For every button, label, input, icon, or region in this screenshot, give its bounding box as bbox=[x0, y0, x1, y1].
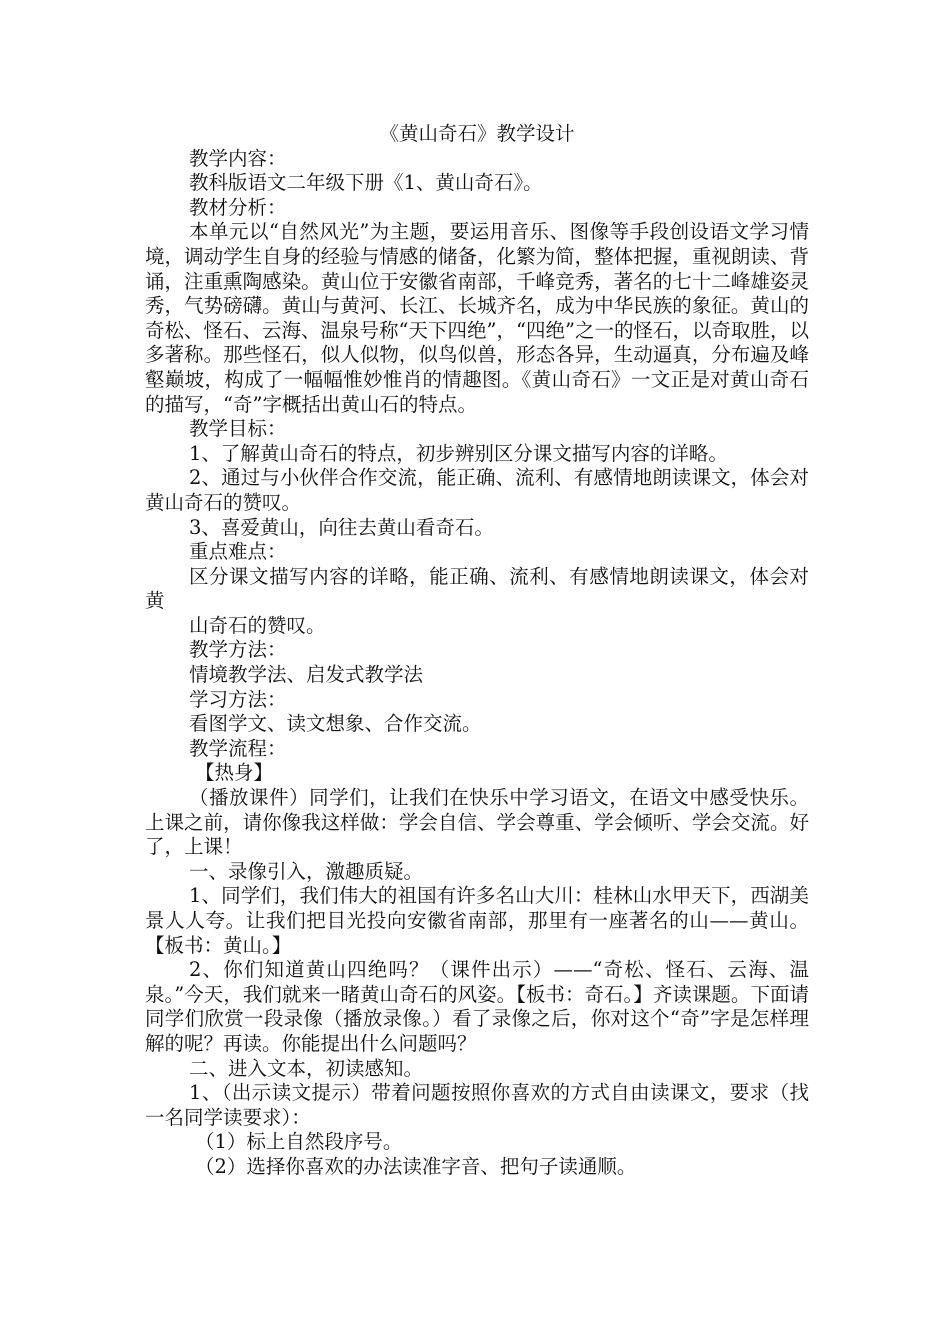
paragraph: 3、喜爱黄山，向往去黄山看奇石。 bbox=[189, 515, 494, 539]
paragraph: 一、录像引入，激趣质疑。 bbox=[189, 859, 424, 883]
paragraph: 二、进入文本，初读感知。 bbox=[189, 1056, 424, 1080]
paragraph: 1、了解黄山奇石的特点，初步辨别区分课文描写内容的详略。 bbox=[189, 441, 728, 465]
paragraph: （2）选择你喜欢的办法读准字音、把句子读通顺。 bbox=[195, 1154, 637, 1178]
paragraph: 1、同学们，我们伟大的祖国有许多名山大川：桂林山水甲天下，西湖美景人人夸。让我们把目光投向安徽省南部，那里有一座著名的山——黄山。【板书：黄山。】 bbox=[145, 884, 809, 957]
paragraph: 【热身】 bbox=[195, 761, 274, 785]
paragraph: 教学流程： bbox=[189, 736, 287, 760]
document-body bbox=[145, 122, 809, 1180]
paragraph: 教科版语文二年级下册《1、黄山奇石》。 bbox=[189, 171, 543, 195]
paragraph: 山奇石的赞叹。 bbox=[189, 613, 326, 637]
paragraph: 教学目标： bbox=[189, 417, 287, 441]
paragraph: 教学内容： bbox=[189, 146, 287, 170]
paragraph: （播放课件）同学们，让我们在快乐中学习语文，在语文中感受快乐。上课之前，请你像我这样做：学会自信、学会尊重、学会倾听、学会交流。好了，上课！ bbox=[145, 786, 809, 859]
paragraph: 2、通过与小伙伴合作交流，能正确、流利、有感情地朗读课文，体会对黄山奇石的赞叹。 bbox=[145, 466, 809, 514]
document-title: 《黄山奇石》教学设计 bbox=[379, 122, 575, 145]
paragraph: 重点难点： bbox=[189, 540, 287, 564]
paragraph: 2、你们知道黄山四绝吗？（课件出示）——“奇松、怪石、云海、温泉。”今天，我们就来一睹黄山奇石的风姿。【板书：奇石。】齐读课题。下面请同学们欣赏一段录像（播放录像。）看了录像之后，你对这个“奇”字是怎样理解的呢？再读。你能提出什么问题吗？ bbox=[145, 958, 809, 1055]
paragraph: （1）标上自然段序号。 bbox=[195, 1130, 403, 1154]
paragraph: 学习方法： bbox=[189, 687, 287, 711]
paragraph: 本单元以“自然风光”为主题，要运用音乐、图像等手段创设语文学习情境，调动学生自身的经验与情感的储备，化繁为简，整体把握，重视朗读、背诵，注重熏陶感染。黄山位于安徽省南部，千峰竞秀，著名的七十二峰雄姿灵秀，气势磅礴。黄山与黄河、长江、长城齐名，成为中华民族的象征。黄山的奇松、怪石、云海、温泉号称“天下四绝”，“四绝”之一的怪石，以奇取胜，以多著称。那些怪石，似人似物，似鸟似兽，形态各异，生动逼真，分布遍及峰壑巅坡，构成了一幅幅惟妙惟肖的情趣图。《黄山奇石》一文正是对黄山奇石的描写，“奇”字概括出黄山石的特点。 bbox=[145, 220, 809, 416]
paragraph: 教学方法： bbox=[189, 638, 287, 662]
paragraph: 看图学文、读文想象、合作交流。 bbox=[189, 712, 482, 736]
paragraph: 情境教学法、启发式教学法 bbox=[189, 663, 424, 687]
paragraph: 1、（出示读文提示）带着问题按照你喜欢的方式自由读课文，要求（找一名同学读要求）： bbox=[145, 1081, 809, 1129]
paragraph: 区分课文描写内容的详略，能正确、流利、有感情地朗读课文，体会对黄 bbox=[145, 564, 809, 613]
paragraph: 教材分析： bbox=[189, 195, 287, 219]
